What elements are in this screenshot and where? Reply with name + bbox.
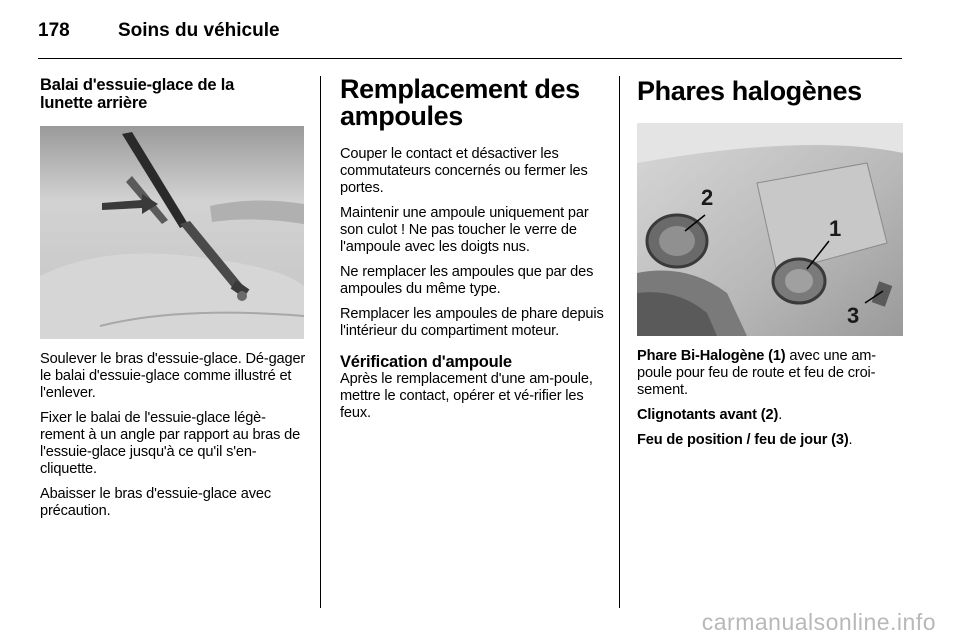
paragraph: Couper le contact et désactiver les commutateurs concernés ou fermer les portes. [340,146,588,196]
headlamp-illustration [637,123,903,336]
section-heading: Balai d'essuie-glace de la lunette arrière [40,76,235,112]
header-rule [38,58,902,59]
page-title: Soins du véhicule [118,20,280,41]
section-heading: Phares halogènes [637,76,862,106]
paragraph: Soulever le bras d'essuie-glace. Dé-gager le balai d'essuie-glace comme illustré et l'enlever. [40,351,306,401]
paragraph: Remplacer les ampoules de phare depuis l'intérieur du compartiment moteur. [340,306,604,339]
paragraph: Fixer le balai de l'essuie-glace légè-rement à un angle par rapport au bras de l'essuie-glace jusqu'à ce qu'il s'en-cliquette. [40,410,301,477]
figure-label: 2 [701,185,714,210]
page-number: 178 [38,20,70,41]
page-header [38,20,280,50]
paragraph: Feu de position / feu de jour (3). [637,432,853,448]
column-wiper [40,76,306,528]
figure-label: 3 [847,303,860,328]
paragraph: Maintenir une ampoule uniquement par son culot ! Ne pas toucher le verre de l'ampoule avec les doigts nus. [340,205,589,255]
paragraph: Après le remplacement d'une am-poule, mettre le contact, opérer et vé-rifier les feux. [340,371,593,421]
column-headlamps [637,76,905,457]
figure-label: 1 [829,216,842,241]
column-divider [619,76,620,608]
section-heading: Remplacement des ampoules [340,74,580,131]
column-bulbs [340,76,606,430]
paragraph: Clignotants avant (2). [637,407,783,423]
wiper-illustration [40,126,304,339]
paragraph: Abaisser le bras d'essuie-glace avec précaution. [40,486,272,519]
paragraph: Ne remplacer les ampoules que par des ampoules du même type. [340,264,594,297]
paragraph: Phare Bi-Halogène (1) avec une am-poule pour feu de route et feu de croi-sement. [637,348,877,398]
watermark: carmanualsonline.info [701,609,936,635]
subheading: Vérification d'ampoule [340,353,512,371]
column-divider [320,76,321,608]
